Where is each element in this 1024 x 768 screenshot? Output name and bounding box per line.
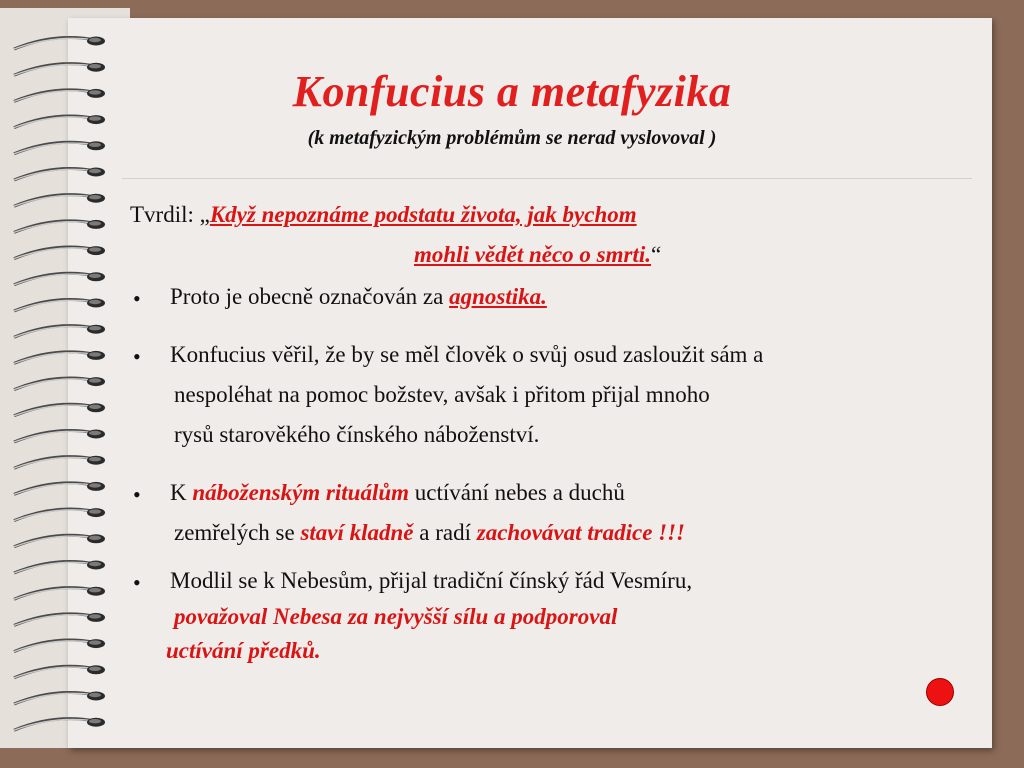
bullet-marker-1: • <box>133 286 141 311</box>
spiral-ring <box>14 220 105 233</box>
spiral-ring <box>14 403 105 416</box>
term-agnostika: agnostika. <box>449 284 547 309</box>
bullet-3-text-d: a radí <box>413 520 477 545</box>
spiral-ring <box>14 272 105 285</box>
slide-subtitle: (k metafyzickým problémům se nerad vyslovoval ) <box>307 127 717 149</box>
spiral-ring <box>14 534 105 547</box>
quote-line-2 <box>414 242 661 268</box>
spiral-ring <box>14 613 105 626</box>
bullet-marker-3: • <box>133 482 141 507</box>
bullet-3-line-1 <box>170 480 625 506</box>
bullet-4-line-3: uctívání předků. <box>166 638 321 663</box>
spiral-ring <box>14 299 105 312</box>
spiral-ring <box>14 718 105 731</box>
term-stavi-kladne: staví kladně <box>300 520 414 545</box>
bullet-2-line-2: nespoléhat na pomoc božstev, avšak i přitom přijal mnoho <box>174 382 710 407</box>
title-divider <box>122 178 972 179</box>
spiral-ring <box>14 692 105 705</box>
spiral-ring <box>14 351 105 364</box>
bullet-2-line-1: Konfucius věřil, že by se měl člověk o svůj osud zasloužit sám a <box>170 342 764 367</box>
bullet-3-text-a: K <box>170 480 193 505</box>
spiral-ring <box>14 168 105 181</box>
quote-close: “ <box>651 242 662 267</box>
bullet-4-line-2: považoval Nebesa za nejvyšší sílu a podporoval <box>174 604 618 629</box>
spiral-ring <box>14 665 105 678</box>
spiral-ring <box>14 587 105 600</box>
bullet-1-text: Proto je obecně označován za <box>170 284 450 309</box>
quote-text-2: mohli vědět něco o smrti. <box>414 242 652 267</box>
bullet-marker-2: • <box>133 344 141 369</box>
bullet-marker-4: • <box>133 570 141 595</box>
term-tradice: zachovávat tradice !!! <box>476 520 686 545</box>
bullet-1-line-1 <box>170 284 547 310</box>
spiral-ring <box>14 37 105 50</box>
spiral-ring <box>14 430 105 443</box>
spiral-ring <box>14 194 105 207</box>
spiral-ring <box>14 508 105 521</box>
spiral-ring <box>14 325 105 338</box>
bullet-3-text-b: uctívání nebes a duchů <box>409 480 625 505</box>
bullet-3-line-2 <box>174 520 685 546</box>
quote-line-1 <box>130 202 637 228</box>
spiral-ring <box>14 561 105 574</box>
bullet-2-line-3: rysů starověkého čínského náboženství. <box>174 422 540 447</box>
slide-title: Konfucius a metafyzika <box>292 67 732 116</box>
spiral-ring <box>14 639 105 652</box>
red-circle-action-button[interactable] <box>926 678 954 706</box>
spiral-ring <box>14 377 105 390</box>
term-rituals: náboženským rituálům <box>192 480 410 505</box>
spiral-ring <box>14 456 105 469</box>
spiral-ring <box>14 246 105 259</box>
bullet-3-text-c: zemřelých se <box>174 520 301 545</box>
bullet-4-line-1: Modlil se k Nebesům, přijal tradiční čínský řád Vesmíru, <box>170 568 693 593</box>
spiral-ring <box>14 482 105 495</box>
quote-prefix: Tvrdil: „ <box>130 202 210 227</box>
quote-text-1: Když nepoznáme podstatu života, jak bychom <box>209 202 637 227</box>
